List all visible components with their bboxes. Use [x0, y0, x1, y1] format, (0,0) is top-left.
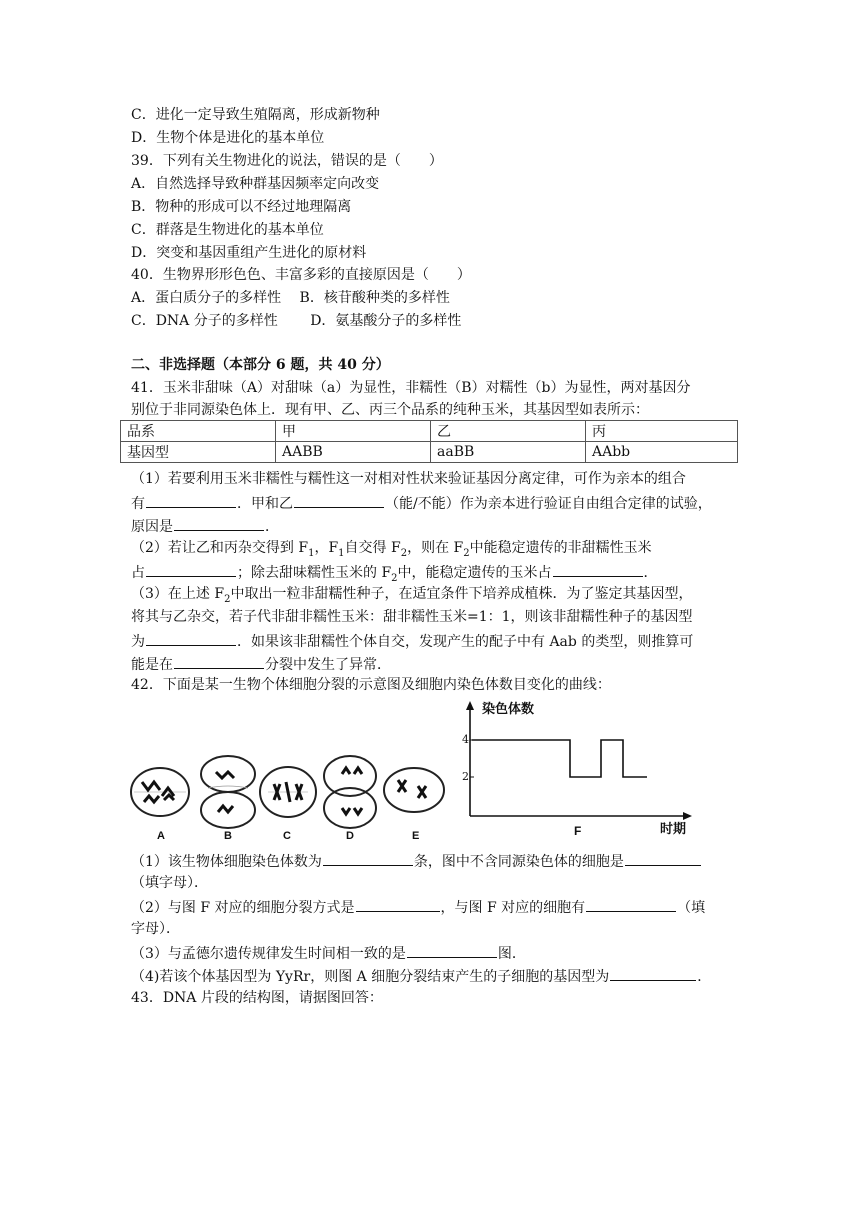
q42-stem: 42．下面是某一生物个体细胞分裂的示意图及细胞内染色体数目变化的曲线：: [131, 677, 611, 693]
answer-blank[interactable]: [553, 562, 643, 577]
cell-a: [131, 768, 189, 816]
q42-p1-line1: [131, 851, 702, 871]
text: ．: [265, 519, 279, 535]
text: 原因是: [131, 519, 173, 535]
cell-label-c: C: [283, 830, 291, 842]
q41-stem-line2: 别位于非同源染色体上．现有甲、乙、丙三个品系的纯种玉米，其基因型如表所示：: [131, 402, 649, 418]
cell-label-d: D: [346, 830, 354, 842]
text: 中取出一粒非甜糯性种子，在适宜条件下培养成植株．为了鉴定其基因型，: [230, 586, 693, 602]
answer-blank[interactable]: [625, 851, 701, 866]
q43-stem: 43．DNA 片段的结构图，请据图回答：: [131, 990, 383, 1006]
q40-options-cd: C．DNA 分子的多样性 D．氨基酸分子的多样性: [131, 313, 462, 329]
q41-p2-line1: [131, 539, 652, 557]
text: 有: [131, 496, 145, 512]
answer-blank[interactable]: [407, 943, 497, 958]
text: ．: [643, 565, 658, 581]
answer-blank[interactable]: [146, 562, 236, 577]
text: （2）与图 F 对应的细胞分裂方式是: [131, 900, 355, 916]
text: ．: [697, 969, 712, 985]
q42-p4: [131, 966, 711, 986]
text: ；除去甜味糯性玉米的 F: [237, 565, 392, 581]
q41-p1-line2: [131, 493, 712, 513]
answer-blank[interactable]: [356, 897, 440, 912]
answer-blank[interactable]: [586, 897, 676, 912]
subscript: 2: [400, 547, 408, 559]
genotype-table: [120, 420, 738, 463]
table-cell: 基因型: [121, 442, 276, 463]
subscript: 1: [308, 547, 315, 559]
graph-xlabel: 时期: [660, 821, 687, 836]
text: ，F: [314, 540, 339, 556]
cell-label-a: A: [157, 830, 165, 842]
table-cell: 品系: [121, 421, 276, 442]
cell-d: [324, 756, 376, 828]
table-cell: 丙: [586, 421, 738, 442]
text: （3）在上述 F: [131, 586, 225, 602]
q39-option-c: C．群落是生物进化的基本单位: [131, 222, 324, 238]
q41-stem-line1: 41．玉米非甜味（A）对甜味（a）为显性，非糯性（B）对糯性（b）为显性，两对基因分: [131, 380, 691, 396]
text: 自交得 F: [344, 540, 401, 556]
text: （2）若让乙和丙杂交得到 F: [131, 540, 309, 556]
table-row: [121, 442, 738, 463]
text: 中能稳定遗传的非甜糯性玉米: [469, 540, 652, 556]
tick-label-2: 2: [462, 770, 469, 783]
text: 能是在: [131, 657, 173, 673]
q42-p3: [131, 943, 526, 963]
answer-blank[interactable]: [174, 516, 264, 531]
q39-option-b: B．物种的形成可以不经过地理隔离: [131, 199, 352, 215]
text: （1）该生物体细胞染色体数为: [131, 854, 322, 870]
answer-blank[interactable]: [323, 851, 413, 866]
subscript: 2: [224, 593, 231, 605]
q41-p1-line1: （1）若要利用玉米非糯性与糯性这一对相对性状来验证基因分离定律，可作为亲本的组合: [131, 471, 686, 487]
table-cell: 甲: [276, 421, 431, 442]
text: （4)若该个体基因型为 YyRr，则图 A 细胞分裂结束产生的子细胞的基因型为: [131, 969, 610, 985]
text: （3）与孟德尔遗传规律发生时间相一致的是: [131, 946, 406, 962]
q41-p1-line3: [131, 516, 279, 536]
text: （能/不能）作为亲本进行验证自由组合定律的试验，: [385, 496, 712, 512]
table-cell: aaBB: [431, 442, 586, 463]
q41-p3-line4: [131, 654, 391, 674]
text: 占: [131, 565, 145, 581]
q42-p1-line2: （填字母）．: [131, 875, 208, 891]
text: ，与图 F 对应的细胞有: [440, 900, 586, 916]
q38-option-d: D．生物个体是进化的基本单位: [131, 130, 325, 146]
q39-option-a: A．自然选择导致种群基因频率定向改变: [131, 176, 380, 192]
graph-ylabel: 染色体数: [482, 701, 535, 716]
subscript: 2: [463, 547, 470, 559]
text: ，则在 F: [407, 540, 464, 556]
answer-blank[interactable]: [174, 654, 264, 669]
q39-option-d: D．突变和基因重组产生进化的原材料: [131, 245, 367, 261]
table-cell: AABB: [276, 442, 431, 463]
q42-p2-line2: 字母）．: [131, 921, 180, 937]
text: 图．: [497, 946, 526, 962]
answer-blank[interactable]: [146, 631, 236, 646]
text: ．甲和乙: [237, 496, 293, 512]
q39-stem: 39．下列有关生物进化的说法，错误的是（ ）: [131, 153, 443, 169]
text: （填: [677, 900, 706, 916]
subscript: 2: [391, 572, 398, 584]
text: 中，能稳定遗传的玉米占: [397, 565, 552, 581]
cell-label-e: E: [412, 830, 420, 842]
graph-label-f: F: [574, 824, 582, 838]
q41-p2-line2: [131, 562, 658, 582]
chromosome-curve: [472, 740, 647, 777]
answer-blank[interactable]: [294, 493, 384, 508]
q41-p3-line1: [131, 585, 692, 603]
tick-label-4: 4: [462, 733, 469, 746]
q42-p2-line1: [131, 897, 705, 917]
cell-e: [384, 768, 444, 812]
table-cell: AAbb: [586, 442, 738, 463]
q40-stem: 40．生物界形形色色、丰富多彩的直接原因是（ ）: [131, 267, 471, 283]
answer-blank[interactable]: [146, 493, 236, 508]
text: ．如果该非甜糯性个体自交，发现产生的配子中有 Aab 的类型，则推算可: [237, 634, 694, 650]
cell-division-figures: [128, 752, 458, 832]
cell-label-b: B: [224, 830, 232, 842]
q40-options-ab: A．蛋白质分子的多样性 B．核苷酸种类的多样性: [131, 290, 450, 306]
subscript: 1: [338, 547, 345, 559]
chromosome-graph: [458, 698, 694, 838]
section-heading: 二、非选择题（本部分 6 题，共 40 分）: [131, 357, 390, 373]
q38-option-c: C．进化一定导致生殖隔离，形成新物种: [131, 107, 380, 123]
table-cell: 乙: [431, 421, 586, 442]
text: 分裂中发生了异常．: [265, 657, 391, 673]
text: 为: [131, 634, 145, 650]
text: 条，图中不含同源染色体的细胞是: [413, 854, 624, 870]
answer-blank[interactable]: [610, 966, 696, 981]
cell-b: [201, 756, 255, 828]
cell-c: [260, 767, 316, 817]
q41-p3-line2: 将其与乙杂交，若子代非甜非糯性玉米：甜非糯性玉米=1：1，则该非甜糯性种子的基因型: [131, 609, 693, 625]
table-row: [121, 421, 738, 442]
q41-p3-line3: [131, 631, 693, 651]
